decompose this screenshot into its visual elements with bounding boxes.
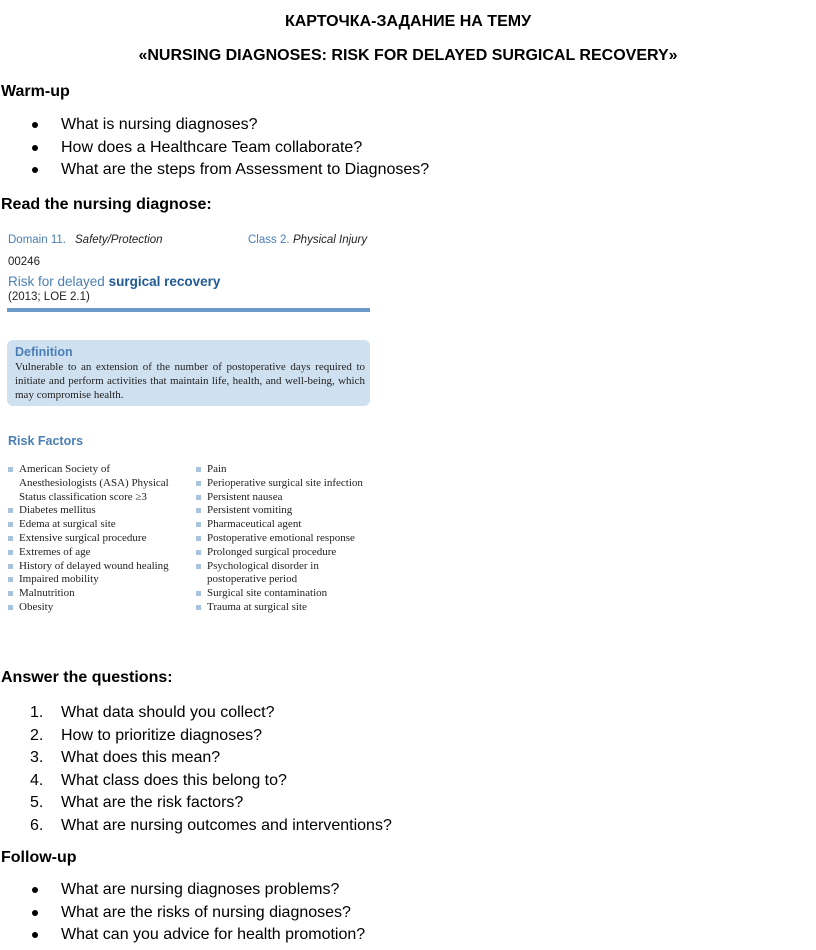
diagnosis-meta: (2013; LOE 2.1) — [8, 291, 90, 303]
list-item: Pain — [196, 463, 376, 477]
domain-value: Safety/Protection — [75, 234, 163, 246]
risk-factors-col1 — [8, 463, 188, 615]
class-value: Physical Injury — [293, 234, 368, 246]
risk-factors-col2 — [196, 463, 376, 615]
list-item: History of delayed wound healing — [8, 560, 188, 574]
page-title-en: «NURSING DIAGNOSES: RISK FOR DELAYED SURGICAL RECOVERY» — [138, 47, 678, 64]
list-item: 3. What does this mean? — [30, 749, 221, 766]
answer-heading: Answer the questions: — [1, 669, 173, 686]
definition-text: Vulnerable to an extension of the number of postoperative days required to initiate and perform activities that maintain life, health, and well-being, which may compromise health. — [15, 361, 365, 401]
definition-heading: Definition — [15, 345, 73, 359]
list-item: Persistent vomiting — [196, 504, 376, 518]
list-item: Extremes of age — [8, 546, 188, 560]
list-item: 1. What data should you collect? — [30, 704, 275, 721]
risk-factors-heading: Risk Factors — [8, 434, 84, 448]
list-item: What are the risks of nursing diagnoses? — [0, 902, 365, 925]
list-item: Edema at surgical site — [8, 518, 188, 532]
list-item: Obesity — [8, 601, 188, 615]
list-item: What can you advice for health promotion? — [0, 924, 365, 947]
list-item: What are the steps from Assessment to Diagnoses? — [0, 159, 429, 182]
followup-heading: Follow-up — [1, 849, 77, 866]
diagnosis-title-part1: Risk for delayed — [8, 274, 105, 289]
class-label: Class 2. — [248, 234, 290, 246]
followup-list — [0, 879, 365, 947]
page-title-ru: КАРТОЧКА-ЗАДАНИЕ НА ТЕМУ — [284, 13, 532, 30]
warmup-list — [0, 114, 429, 182]
list-item: Perioperative surgical site infection — [196, 477, 376, 491]
title-divider — [7, 308, 370, 312]
list-item: Extensive surgical procedure — [8, 532, 188, 546]
list-item: Prolonged surgical procedure — [196, 546, 376, 560]
list-item: Persistent nausea — [196, 491, 376, 505]
list-item: 5. What are the risk factors? — [30, 794, 244, 811]
list-item: Impaired mobility — [8, 573, 188, 587]
read-heading: Read the nursing diagnose: — [1, 196, 212, 213]
list-item: Malnutrition — [8, 587, 188, 601]
list-item: Trauma at surgical site — [196, 601, 376, 615]
diagnosis-title-part2: surgical recovery — [108, 274, 221, 289]
list-item: What is nursing diagnoses? — [0, 114, 429, 137]
list-item: What are nursing diagnoses problems? — [0, 879, 365, 902]
list-item: 2. How to prioritize diagnoses? — [30, 726, 262, 744]
list-item: Diabetes mellitus — [8, 504, 188, 518]
list-item: Pharmaceutical agent — [196, 518, 376, 532]
list-item: 4. What class does this belong to? — [30, 771, 287, 789]
list-item: Surgical site contamination — [196, 587, 376, 601]
answer-list — [0, 702, 392, 837]
diagnosis-title — [8, 274, 220, 289]
list-item: Postoperative emotional response — [196, 532, 376, 546]
list-item: 6. What are nursing outcomes and interventions? — [30, 816, 392, 834]
list-item: Psychological disorder in postoperative period — [196, 560, 376, 588]
definition-box — [7, 340, 370, 406]
domain-label: Domain 11. — [8, 234, 66, 246]
list-item: American Society of Anesthesiologists (ASA) Physical Status classification score ≥3 — [8, 463, 188, 504]
warmup-heading: Warm-up — [1, 83, 70, 100]
diagnosis-code: 00246 — [8, 256, 40, 268]
list-item: How does a Healthcare Team collaborate? — [0, 137, 429, 160]
diagnosis-card — [0, 228, 380, 648]
